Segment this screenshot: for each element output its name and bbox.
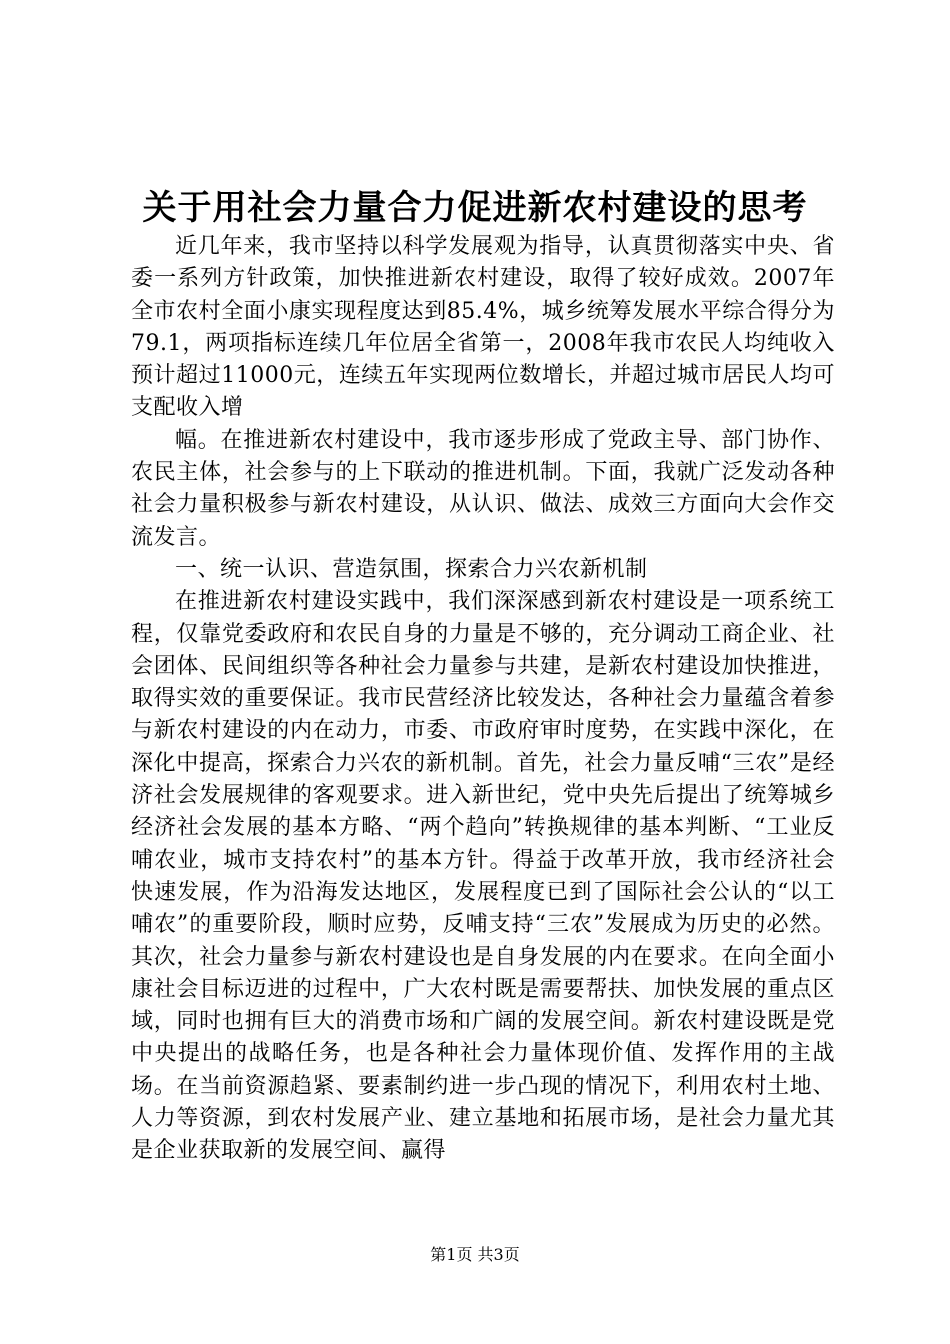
document-title: 关于用社会力量合力促进新农村建设的思考 bbox=[142, 188, 808, 228]
document-body bbox=[131, 231, 835, 1168]
body-paragraph-2: 幅。在推进新农村建设中，我市逐步形成了党政主导、部门协作、农民主体，社会参与的上下联动的推进机制。下面，我就广泛发动各种社会力量积极参与新农村建设，从认识、做法、成效三方面向大会作交流发言。 bbox=[131, 427, 835, 550]
section-heading-1: 一、统一认识、营造氛围，探索合力兴农新机制 bbox=[175, 556, 648, 582]
body-paragraph-1: 近几年来，我市坚持以科学发展观为指导，认真贯彻落实中央、省委一系列方针政策，加快推进新农村建设，取得了较好成效。2007年全市农村全面小康实现程度达到85.4%，城乡统筹发展水平综合得分为79.1，两项指标连续几年位居全省第一，2008年我市农民人均纯收入预计超过11000元，连续五年实现两位数增长，并超过城市居民人均可支配收入增 bbox=[131, 234, 835, 421]
page-number-footer: 第1页 共3页 bbox=[430, 1245, 520, 1264]
body-paragraph-3: 在推进新农村建设实践中，我们深深感到新农村建设是一项系统工程，仅靠党委政府和农民自身的力量是不够的，充分调动工商企业、社会团体、民间组织等各种社会力量参与共建，是新农村建设加快推进，取得实效的重要保证。我市民营经济比较发达，各种社会力量蕴含着参与新农村建设的内在动力，市委、市政府审时度势，在实践中深化，在深化中提高，探索合力兴农的新机制。首先，社会力量反哺“三农”是经济社会发展规律的客观要求。进入新世纪，党中央先后提出了统筹城乡经济社会发展的基本方略、“两个趋向”转换规律的基本判断、“工业反哺农业，城市支持农村”的基本方针。得益于改革开放，我市经济社会快速发展，作为沿海发达地区，发展程度已到了国际社会公认的“以工哺农”的重要阶段，顺时应势，反哺支持“三农”发展成为历史的必然。其次，社会力量参与新农村建设也是自身发展的内在要求。在向全面小康社会目标迈进的过程中，广大农村既是需要帮扶、加快发展的重点区域，同时也拥有巨大的消费市场和广阔的发展空间。新农村建设既是党中央提出的战略任务，也是各种社会力量体现价值、发挥作用的主战场。在当前资源趋紧、要素制约进一步凸现的情况下，利用农村土地、人力等资源，到农村发展产业、建立基地和拓展市场，是社会力量尤其是企业获取新的发展空间、赢得 bbox=[131, 589, 835, 1164]
